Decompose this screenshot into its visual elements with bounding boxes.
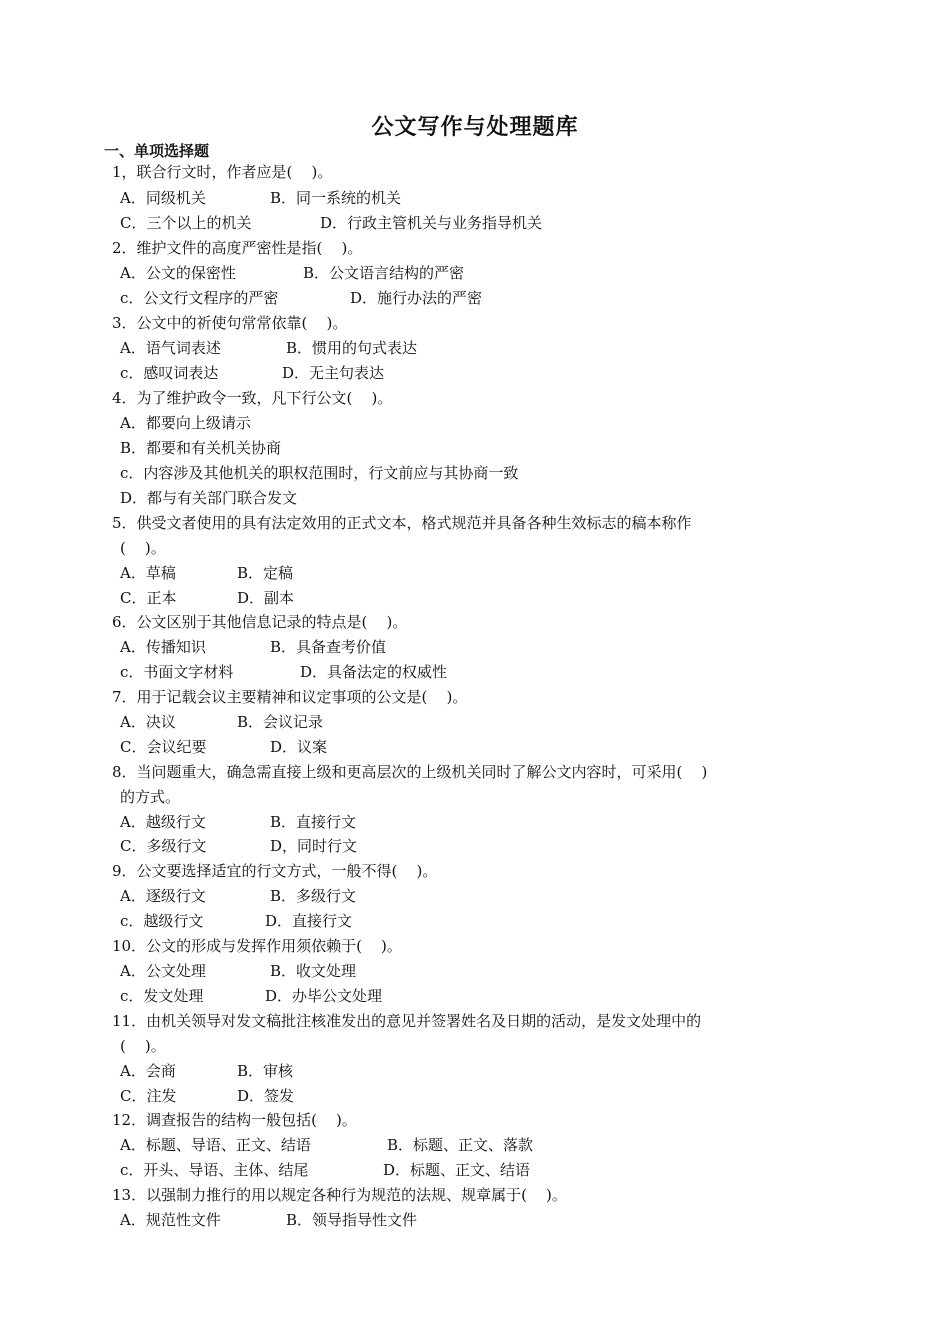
option-row bbox=[120, 263, 465, 283]
option: D．都与有关部门联合发文 bbox=[120, 489, 298, 507]
question-10: 10．公文的形成与发挥作用须依赖于( )。 bbox=[112, 937, 402, 955]
option-row bbox=[120, 463, 518, 483]
option: B．会议记录 bbox=[237, 713, 324, 731]
option: B．标题、正文、落款 bbox=[387, 1136, 534, 1154]
option-row bbox=[120, 563, 294, 583]
option: B．公文语言结构的严密 bbox=[303, 264, 465, 282]
option: D．议案 bbox=[270, 738, 328, 756]
option: A．草稿 bbox=[120, 564, 176, 582]
option: c．内容涉及其他机关的职权范围时，行文前应与其协商一致 bbox=[120, 464, 519, 482]
option: c．感叹词表达 bbox=[120, 364, 219, 382]
option-row bbox=[120, 1061, 294, 1081]
section-heading: 一、单项选择题 bbox=[104, 142, 210, 160]
option-row bbox=[120, 213, 543, 233]
option: D．施行办法的严密 bbox=[350, 289, 483, 307]
option: A．越级行文 bbox=[120, 813, 206, 831]
option: D．具备法定的权威性 bbox=[300, 663, 448, 681]
question-9: 9．公文要选择适宜的行文方式，一般不得( )。 bbox=[112, 862, 438, 880]
option-row bbox=[120, 488, 297, 508]
option-row bbox=[120, 961, 357, 981]
option-row bbox=[120, 338, 418, 358]
option-row bbox=[120, 637, 387, 657]
question-13: 13．以强制力推行的用以规定各种行为规范的法规、规章属于( )。 bbox=[112, 1186, 567, 1204]
option: C．正本 bbox=[120, 589, 177, 607]
option: B．定稿 bbox=[237, 564, 294, 582]
question-6: 6．公文区别于其他信息记录的特点是( )。 bbox=[112, 613, 408, 631]
question-11-continued: ( )。 bbox=[120, 1037, 166, 1055]
option: A．公文的保密性 bbox=[120, 264, 236, 282]
question-11: 11．由机关领导对发文稿批注核准发出的意见并签署姓名及日期的活动，是发文处理中的 bbox=[112, 1012, 702, 1030]
option-row bbox=[120, 1086, 295, 1106]
option: B．惯用的句式表达 bbox=[286, 339, 418, 357]
option: C．三个以上的机关 bbox=[120, 214, 252, 232]
document-title: 公文写作与处理题库 bbox=[371, 115, 579, 140]
option: B．都要和有关机关协商 bbox=[120, 439, 282, 457]
option-row bbox=[120, 1160, 531, 1180]
option: D，同时行文 bbox=[270, 837, 358, 855]
option: B．领导指导性文件 bbox=[286, 1211, 418, 1229]
option-row bbox=[120, 986, 383, 1006]
option: c．发文处理 bbox=[120, 987, 204, 1005]
option: C．多级行文 bbox=[120, 837, 207, 855]
option-row bbox=[120, 288, 483, 308]
option-row bbox=[120, 1210, 418, 1230]
question-5-continued: ( )。 bbox=[120, 539, 166, 557]
option: A．同级机关 bbox=[120, 189, 206, 207]
option: A．语气词表述 bbox=[120, 339, 221, 357]
option: D．签发 bbox=[237, 1087, 295, 1105]
question-1: 1，联合行文时，作者应是( )。 bbox=[112, 163, 333, 181]
option-row bbox=[120, 737, 328, 757]
question-4: 4．为了维护政令一致，凡下行公文( )。 bbox=[112, 389, 393, 407]
option: c．公文行文程序的严密 bbox=[120, 289, 279, 307]
option: A．都要向上级请示 bbox=[120, 414, 251, 432]
option-row bbox=[120, 911, 353, 931]
question-8-continued: 的方式。 bbox=[120, 788, 181, 806]
question-2: 2．维护文件的高度严密性是指( )。 bbox=[112, 239, 363, 257]
option: A．会商 bbox=[120, 1062, 176, 1080]
option: D．副本 bbox=[237, 589, 295, 607]
option: D．直接行文 bbox=[265, 912, 353, 930]
option-row bbox=[120, 363, 385, 383]
option: c．越级行文 bbox=[120, 912, 204, 930]
option: A．决议 bbox=[120, 713, 176, 731]
option-row bbox=[120, 886, 357, 906]
option: A．标题、导语、正文、结语 bbox=[120, 1136, 311, 1154]
option: A．规范性文件 bbox=[120, 1211, 221, 1229]
option: B．具备查考价值 bbox=[270, 638, 387, 656]
option: D．行政主管机关与业务指导机关 bbox=[320, 214, 543, 232]
option-row bbox=[120, 812, 357, 832]
option: A．传播知识 bbox=[120, 638, 206, 656]
option: D．标题、正文、结语 bbox=[383, 1161, 531, 1179]
question-12: 12．调查报告的结构一般包括( )。 bbox=[112, 1111, 357, 1129]
option: B．同一系统的机关 bbox=[270, 189, 402, 207]
option: A．逐级行文 bbox=[120, 887, 206, 905]
option: B．直接行文 bbox=[270, 813, 357, 831]
option: c．书面文字材料 bbox=[120, 663, 234, 681]
option: D．办毕公文处理 bbox=[265, 987, 383, 1005]
question-3: 3．公文中的祈使句常常依靠( )。 bbox=[112, 314, 348, 332]
option-row bbox=[120, 836, 358, 856]
option-row bbox=[120, 662, 448, 682]
question-5: 5．供受文者使用的具有法定效用的正式文本，格式规范并具备各种生效标志的稿本称作 bbox=[112, 514, 692, 532]
option: B．审核 bbox=[237, 1062, 294, 1080]
question-7: 7．用于记载会议主要精神和议定事项的公文是( )。 bbox=[112, 688, 468, 706]
option-row bbox=[120, 588, 295, 608]
option-row bbox=[120, 712, 324, 732]
option: C．会议纪要 bbox=[120, 738, 207, 756]
option: B．多级行文 bbox=[270, 887, 357, 905]
option: B．收文处理 bbox=[270, 962, 357, 980]
option: C．注发 bbox=[120, 1087, 177, 1105]
option: D．无主句表达 bbox=[282, 364, 385, 382]
option-row bbox=[120, 413, 251, 433]
option: A．公文处理 bbox=[120, 962, 206, 980]
question-8: 8．当问题重大，确急需直接上级和更高层次的上级机关同时了解公文内容时，可采用( ) bbox=[112, 763, 708, 781]
option: c．开头、导语、主体、结尾 bbox=[120, 1161, 309, 1179]
option-row bbox=[120, 188, 402, 208]
option-row bbox=[120, 1135, 534, 1155]
option-row bbox=[120, 438, 281, 458]
